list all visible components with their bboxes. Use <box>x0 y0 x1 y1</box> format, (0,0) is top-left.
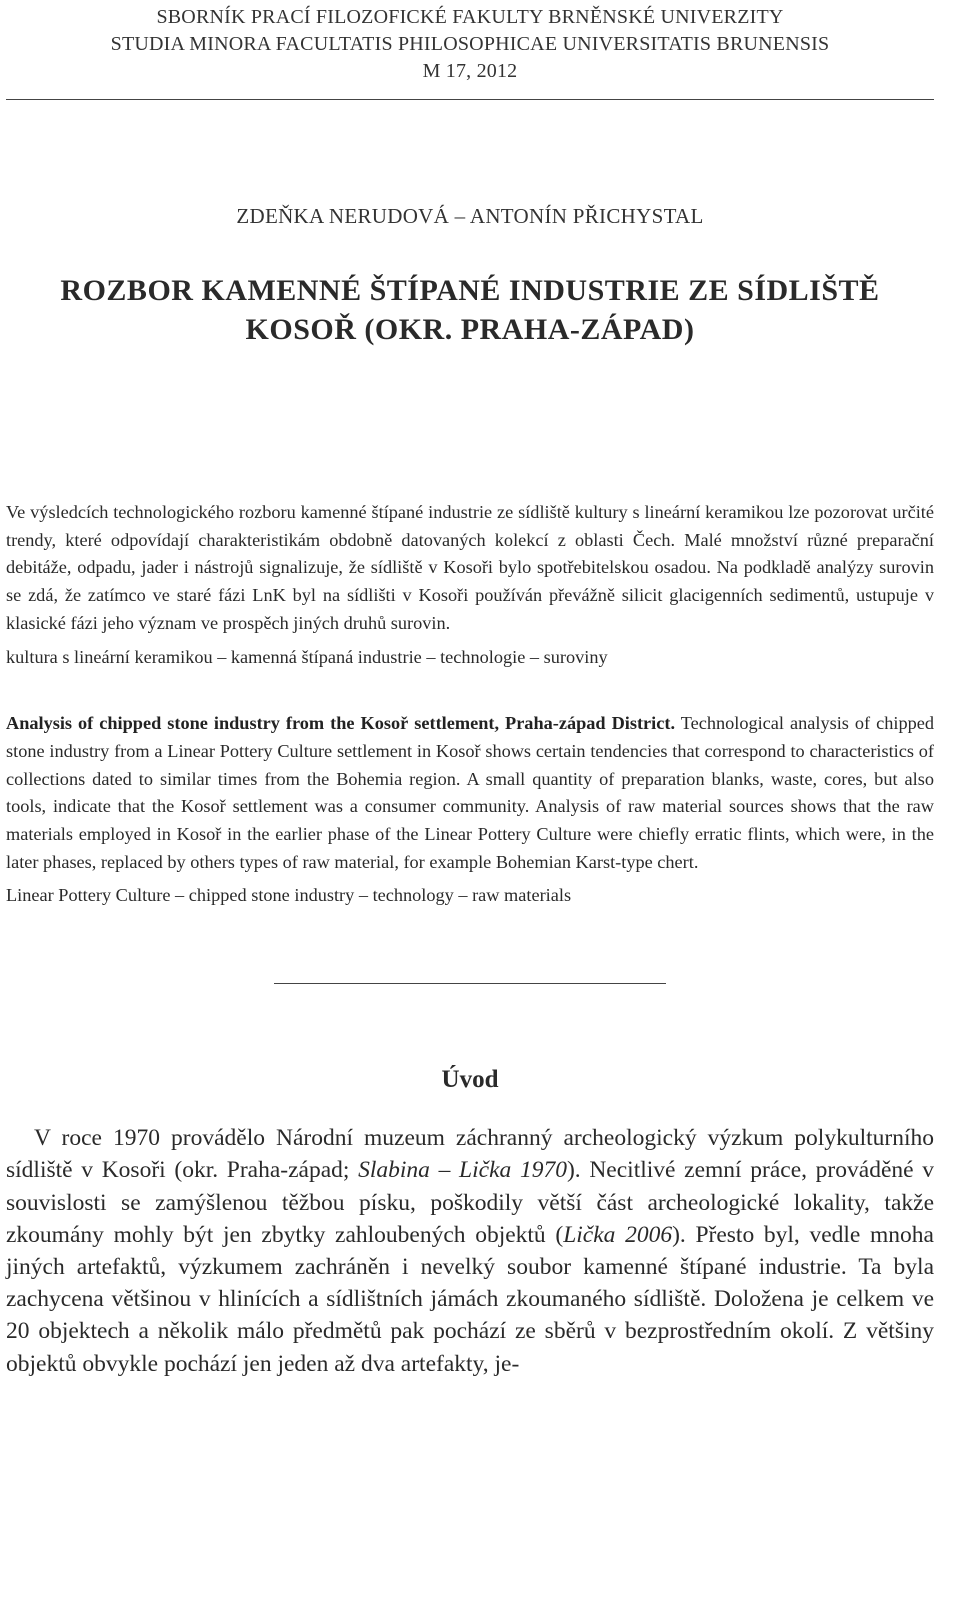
journal-volume: M 17, 2012 <box>422 60 518 82</box>
keywords-czech: kultura s lineární keramikou – kamenná štípaná industrie – technologie – suroviny <box>6 646 608 667</box>
journal-name-czech: SBORNÍK PRACÍ FILOZOFICKÉ FAKULTY BRNĚNSKÉ UNIVERZITY <box>156 6 784 28</box>
abstract-english-title: Analysis of chipped stone industry from the Kosoř settlement, Praha-západ District. <box>6 713 676 734</box>
article-title-line1: ROZBOR KAMENNÉ ŠTÍPANÉ INDUSTRIE ZE SÍDLIŠTĚ <box>60 274 880 307</box>
intro-text-part3: ). Přesto byl, vedle mnoha jiných artefaktů, výzkumem zachráněn i nevelký soubor kamenné štípané industrie. Ta byla zachycena většinou v hlinících a sídlištních jámách zkoumaného sídliště. Doložena je celkem ve 20 objektech a několik málo předmětů pak pochází ze sběrů v bezprostředním okolí. Z většiny objektů obvykle pochází jen jeden až dva artefakty, je- <box>6 1221 934 1377</box>
intro-paragraph <box>6 1122 934 1380</box>
intro-text-part2: ). Necitlivé zemní práce, prováděné v souvislosti se zamýšlenou těžbou písku, poškodily větší část archeologické lokality, takže zkoumány mohly být jen zbytky zahloubených objektů ( <box>6 1157 934 1248</box>
article-page <box>6 0 934 1380</box>
article-title-line2: KOSOŘ (OKR. PRAHA-ZÁPAD) <box>245 313 695 346</box>
abstract-english <box>6 710 934 876</box>
section-separator <box>274 983 666 984</box>
keywords-english: Linear Pottery Culture – chipped stone industry – technology – raw materials <box>6 885 572 906</box>
section-heading-intro: Úvod <box>441 1066 499 1094</box>
intro-text-part1: V roce 1970 provádělo Národní muzeum záchranný archeologický výzkum polykulturního sídliště v Kosoři (okr. Praha-západ; <box>6 1125 934 1184</box>
journal-header <box>6 0 934 85</box>
article-title <box>6 271 934 349</box>
citation-slabina-licka: Slabina – Lička 1970 <box>358 1157 567 1184</box>
citation-licka: Lička 2006 <box>563 1221 673 1248</box>
journal-name-latin: STUDIA MINORA FACULTATIS PHILOSOPHICAE UNIVERSITATIS BRUNENSIS <box>110 33 830 55</box>
abstract-czech: Ve výsledcích technologického rozboru kamenné štípané industrie ze sídliště kultury s lineární keramikou lze pozorovat určité trendy, které odpovídají charakteristikám obdobně datovaných kolekcí z oblasti Čech. Malé množství různé preparační debitáže, odpadu, jader i nástrojů signalizuje, že sídliště v Kosoři bylo spotřebitelskou osadou. Na podkladě analýzy surovin se zdá, že zatímco ve staré fázi LnK byl na sídlišti v Kosoři používán převážně silicit glacigenních sedimentů, ustupuje v klasické fázi jeho význam ve prospěch jiných druhů surovin. <box>6 502 934 633</box>
header-divider <box>6 99 934 100</box>
abstract-english-text: Technological analysis of chipped stone industry from a Linear Pottery Culture settlement in Kosoř shows certain tendencies that correspond to characteristics of collections dated to similar times from the Bohemia region. A small quantity of preparation blanks, waste, cores, but also tools, indicate that the Kosoř settlement was a consumer community. Analysis of raw material sources shows that the raw materials employed in Kosoř in the earlier phase of the Linear Pottery Culture were chiefly erratic flints, which were, in the later phases, replaced by others types of raw material, for example Bohemian Karst-type chert. <box>6 713 934 872</box>
article-authors: ZDEŇKA NERUDOVÁ – ANTONÍN PŘICHYSTAL <box>236 204 704 228</box>
